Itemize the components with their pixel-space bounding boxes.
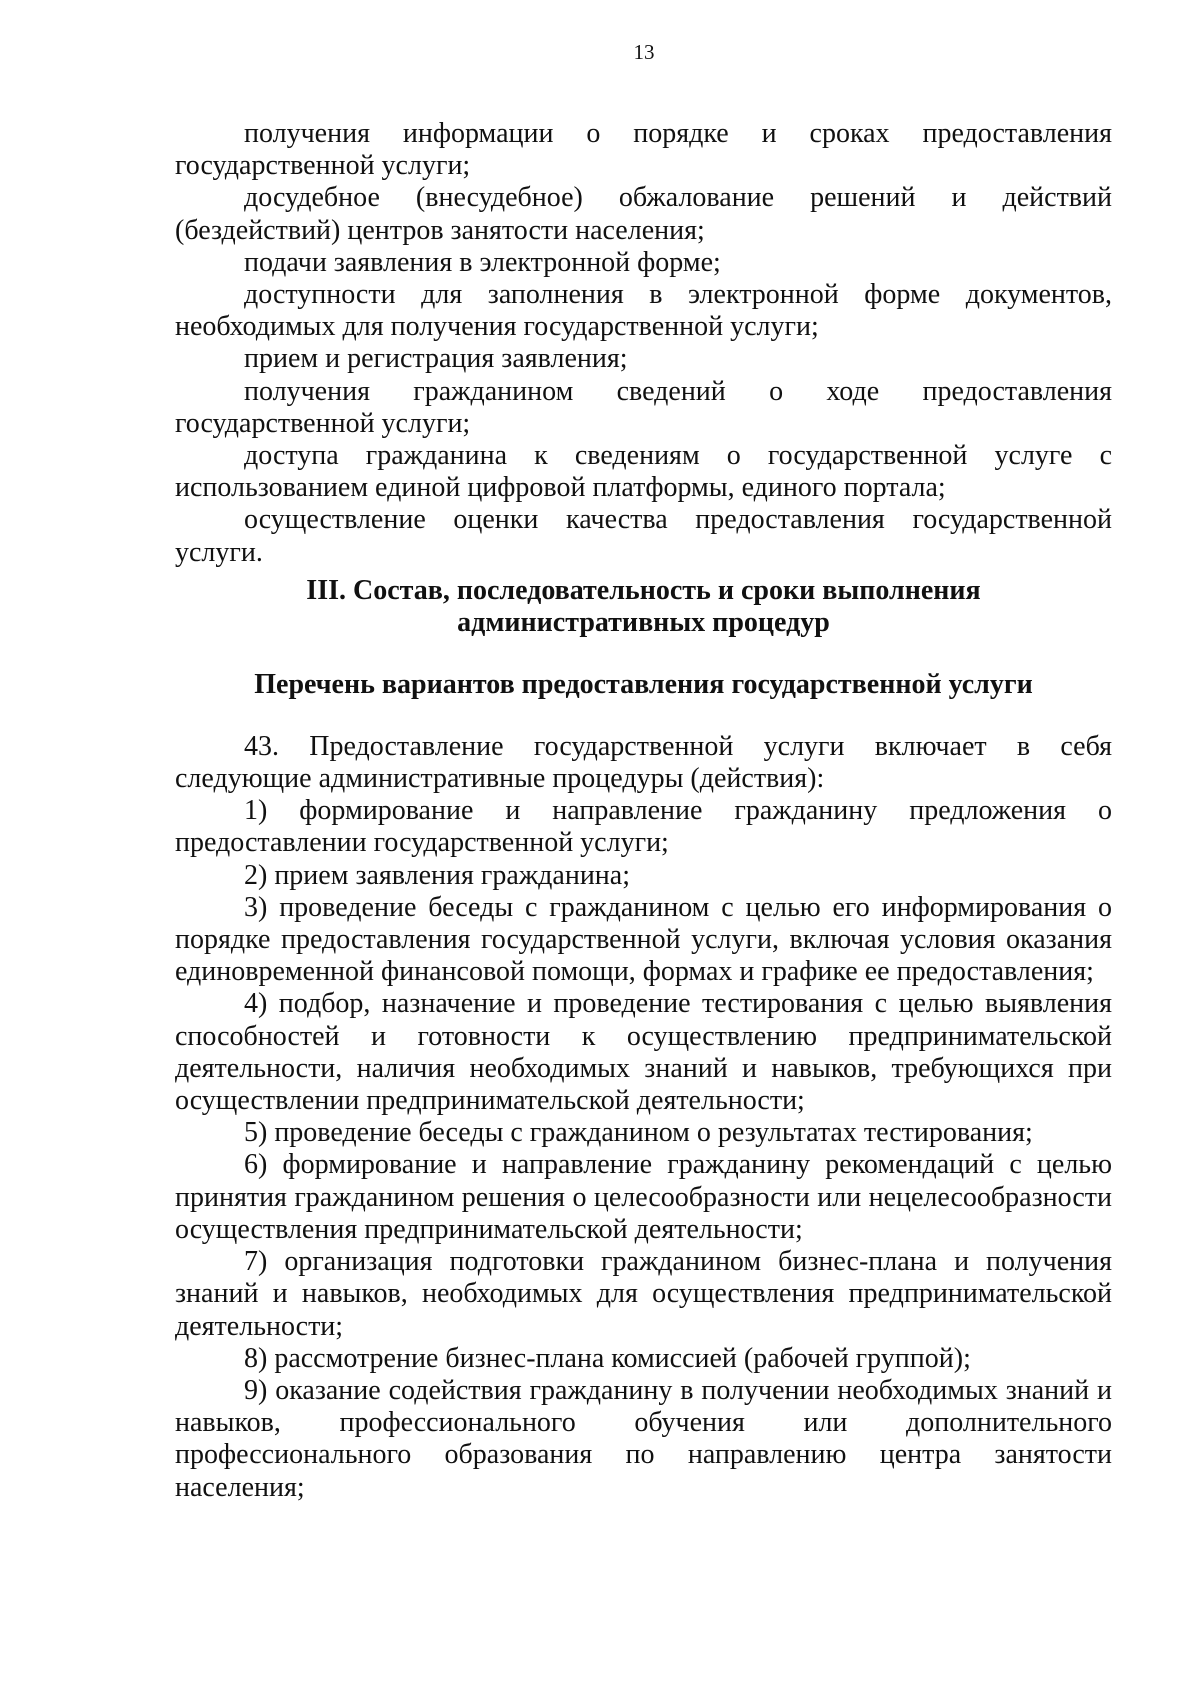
list-item: 5) проведение беседы с гражданином о результатах тестирования; (244, 1117, 1033, 1149)
list-item: 2) прием заявления гражданина; (244, 859, 630, 891)
list-item: 7) организация подготовки гражданином бизнес-плана и получения знаний и навыков, необходимых для осуществления предпринимательской деятельности; (175, 1246, 1112, 1342)
paragraph: доступности для заполнения в электронной форме документов, необходимых для получения государственной услуги; (175, 279, 1112, 343)
document-body (175, 118, 1112, 1504)
paragraph: получения информации о порядке и сроках предоставления государственной услуги; (175, 118, 1112, 182)
list-item: 6) формирование и направление гражданину рекомендаций с целью принятия гражданином решения о целесообразности или нецелесообразности осуществления предпринимательской деятельности; (175, 1149, 1112, 1245)
list-item: 4) подбор, назначение и проведение тестирования с целью выявления способностей и готовности к осуществлению предпринимательской деятельности, наличия необходимых знаний и навыков, требующихся при осуществлении предпринимательской деятельности; (175, 988, 1112, 1117)
paragraph: прием и регистрация заявления; (244, 343, 628, 375)
list-item: 1) формирование и направление гражданину предложения о предоставлении государственной услуги; (175, 795, 1112, 859)
list-item: 8) рассмотрение бизнес-плана комиссией (рабочей группой); (244, 1342, 971, 1374)
page-number: 13 (633, 40, 655, 64)
paragraph: осуществление оценки качества предоставления государственной услуги. (175, 504, 1112, 568)
section-heading-line: III. Состав, последовательность и сроки выполнения (306, 574, 981, 606)
section-heading-line: административных процедур (457, 606, 830, 638)
paragraph: доступа гражданина к сведениям о государственной услуге с использованием единой цифровой платформы, единого портала; (175, 440, 1112, 504)
paragraph: подачи заявления в электронной форме; (244, 246, 721, 278)
subsection-heading: Перечень вариантов предоставления государственной услуги (254, 668, 1033, 700)
list-item: 9) оказание содействия гражданину в получении необходимых знаний и навыков, профессионального обучения или дополнительного профессионального образования по направлению центра занятости населения; (175, 1374, 1112, 1503)
section-heading (175, 575, 1112, 639)
paragraph: получения гражданином сведений о ходе предоставления государственной услуги; (175, 375, 1112, 439)
paragraph: досудебное (внесудебное) обжалование решений и действий (бездействий) центров занятости населения; (175, 182, 1112, 246)
paragraph: 43. Предоставление государственной услуги включает в себя следующие административные процедуры (действия): (175, 730, 1112, 795)
list-item: 3) проведение беседы с гражданином с целью его информирования о порядке предоставления государственной услуги, включая условия оказания единовременной финансовой помощи, формах и графике ее предоставления; (175, 891, 1112, 988)
